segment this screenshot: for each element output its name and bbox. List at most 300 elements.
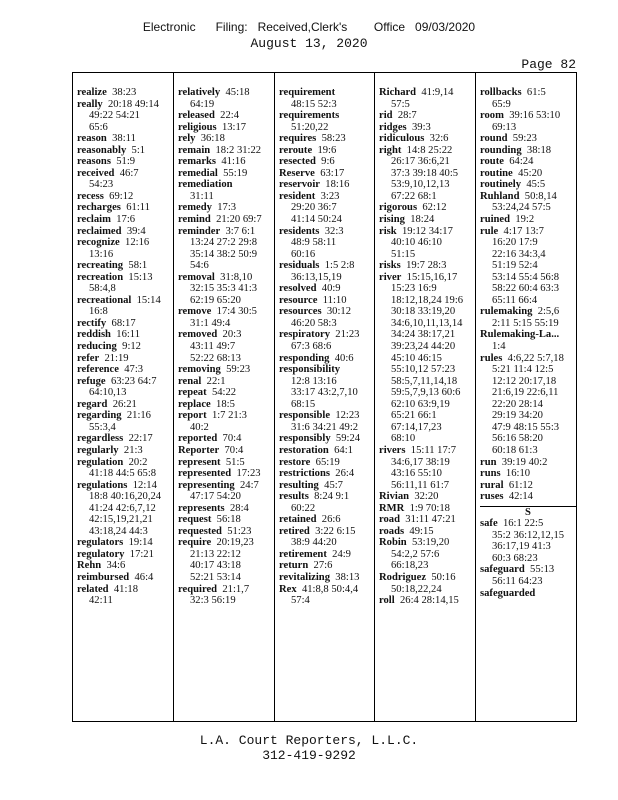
index-word: requires	[279, 133, 317, 145]
index-entry	[480, 110, 576, 122]
index-word: report	[178, 410, 207, 422]
index-entry	[379, 202, 473, 214]
index-column-3	[275, 73, 375, 721]
index-word: run	[480, 456, 497, 468]
index-entry	[480, 87, 576, 99]
page-line-refs: 68:17	[111, 317, 136, 329]
index-word: Rehn	[77, 560, 102, 572]
page-line-refs-continued: 65:11 66:4	[492, 294, 538, 306]
index-word: recreation	[77, 271, 124, 283]
index-word: recess	[77, 190, 104, 202]
index-entry	[178, 226, 272, 238]
index-entry	[480, 133, 576, 145]
page-line-refs: 61:12	[508, 479, 533, 491]
page-line-refs-continued: 60:22	[291, 502, 316, 514]
word-index-table	[72, 72, 577, 722]
page-line-refs: 59:23	[226, 364, 251, 376]
index-entry	[77, 572, 171, 584]
index-word: refer	[77, 352, 100, 364]
index-word: really	[77, 98, 103, 110]
page-line-refs-continued: 42:11	[89, 595, 113, 607]
page-line-refs-continued: 33:17 43:2,7,10	[291, 387, 358, 399]
page-line-refs: 49:15	[409, 525, 434, 537]
page-line-refs: 22:17	[128, 433, 153, 445]
page-line-refs: 61:11	[126, 202, 150, 214]
page-line-refs-continued: 36:17,19 41:3	[492, 541, 551, 553]
page-line-refs: 39:3	[411, 121, 431, 133]
index-entry	[178, 329, 272, 341]
index-entry	[77, 202, 171, 214]
index-entry	[77, 145, 171, 157]
page-line-refs-continued: 5:21 11:4 12:5	[492, 364, 554, 376]
reporter-phone: 312-419-9292	[262, 748, 356, 763]
page-line-refs-continued: 22:20 28:14	[492, 398, 543, 410]
page-line-refs: 12:16	[125, 237, 150, 249]
index-word: related	[77, 583, 109, 595]
index-entry	[480, 214, 576, 226]
index-word: requirement	[279, 87, 336, 98]
index-word: request	[178, 514, 212, 526]
index-word: renal	[178, 375, 202, 387]
index-word: Rodriguez	[379, 571, 427, 583]
index-entry	[379, 503, 473, 515]
index-entry	[178, 202, 272, 214]
page-line-refs-continued: 46:20 58:3	[291, 317, 337, 329]
index-entry	[77, 237, 171, 249]
index-word: residents	[279, 225, 320, 237]
page-line-refs: 51:23	[227, 525, 252, 537]
index-entry	[379, 537, 473, 549]
transcript-date: August 13, 2020	[250, 36, 368, 51]
page-line-refs-continued: 47:17 54:20	[190, 491, 241, 503]
index-word: remedial	[178, 167, 218, 179]
page-line-refs-continued: 50:18,22,24	[391, 583, 442, 595]
index-word: remedy	[178, 202, 212, 214]
index-entry	[379, 595, 473, 607]
index-entry	[480, 480, 576, 492]
page-line-refs-continued: 26:17 36:6,21	[391, 156, 450, 168]
index-word: Richard	[379, 87, 417, 98]
index-entry	[77, 353, 171, 365]
page-line-refs: 9:6	[321, 156, 335, 168]
section-letter: S	[525, 506, 531, 518]
index-entry	[178, 457, 272, 469]
index-word: ridiculous	[379, 133, 425, 145]
page-line-refs: 16:11	[116, 329, 141, 341]
index-word: rulemaking	[480, 306, 533, 318]
page-line-refs: 27:6	[313, 560, 333, 572]
index-word: rural	[480, 479, 504, 491]
index-word: resource	[279, 294, 318, 306]
page-line-refs: 3:22 6:15	[315, 525, 356, 537]
index-entry	[178, 272, 272, 284]
index-word: regardless	[77, 433, 124, 445]
page-line-refs: 21:19	[104, 352, 129, 364]
index-column-5	[476, 73, 578, 721]
index-entry	[480, 168, 576, 180]
index-word: ruined	[480, 214, 511, 226]
page-line-refs-continued: 41:24 42:6,7,12	[89, 502, 156, 514]
page-line-refs-continued: 52:21 53:14	[190, 571, 241, 583]
index-entry	[178, 387, 272, 399]
index-word: relatively	[178, 87, 221, 98]
page-line-refs: 31:8,10	[220, 271, 253, 283]
page-line-refs-continued: 1:4	[492, 341, 506, 353]
index-entry	[279, 433, 372, 445]
index-word: represented	[178, 468, 232, 480]
index-word: resources	[279, 306, 322, 318]
page-line-refs-continued: 22:16 34:3,4	[492, 248, 546, 260]
page-line-refs-continued: 12:12 20:17,18	[492, 375, 557, 387]
index-entry	[279, 549, 372, 561]
index-entry	[379, 272, 473, 284]
index-entry	[178, 503, 272, 515]
page-line-refs-continued: 68:15	[291, 398, 316, 410]
page-line-refs-continued: 32:15 35:3 41:3	[190, 283, 258, 295]
page-line-refs: 17:21	[129, 548, 154, 560]
page-line-refs: 17:23	[236, 468, 261, 480]
index-word: results	[279, 491, 309, 503]
index-entry	[379, 526, 473, 538]
page-line-refs: 55:19	[223, 167, 248, 179]
index-entry	[77, 168, 171, 180]
page-line-refs: 17:6	[116, 214, 136, 226]
page-line-refs-continued: 49:22 54:21	[89, 110, 140, 122]
index-entry	[279, 110, 372, 122]
index-entry	[178, 410, 272, 422]
index-entry	[279, 410, 372, 422]
page-line-refs: 50:16	[431, 571, 456, 583]
page-line-refs-continued: 57:4	[291, 595, 310, 607]
index-entry	[77, 272, 171, 284]
page-line-refs: 31:11 47:21	[405, 514, 456, 526]
page-line-refs-continued: 16:20 17:9	[492, 237, 538, 249]
page-line-refs-continued: 53:9,10,12,13	[391, 179, 450, 191]
page-line-refs: 1:5 2:8	[324, 260, 355, 272]
index-word: retirement	[279, 548, 327, 560]
page-line-refs: 38:13	[335, 571, 360, 583]
page-line-refs-continued: 69:13	[492, 121, 517, 133]
index-word: residuals	[279, 260, 320, 272]
page-line-refs-continued: 55:3,4	[89, 421, 116, 433]
page-line-refs-continued: 53:14 55:4 56:8	[492, 271, 560, 283]
page-line-refs: 53:19,20	[411, 537, 450, 549]
index-word: reclaim	[77, 214, 111, 226]
page-line-refs: 1:9 70:18	[409, 502, 450, 514]
index-entry	[480, 226, 576, 238]
index-entry	[279, 145, 372, 157]
page-line-refs-continued: 35:14 38:2 50:9	[190, 248, 258, 260]
index-entry	[279, 133, 372, 145]
page-line-refs: 42:14	[508, 491, 533, 503]
index-entry	[379, 491, 473, 503]
index-word: road	[379, 514, 400, 526]
index-word: rid	[379, 110, 393, 122]
page-line-refs: 51:9	[116, 156, 136, 168]
index-word: recharges	[77, 202, 121, 214]
index-word: retained	[279, 514, 317, 526]
index-word: resolved	[279, 283, 317, 295]
index-word: regard	[77, 398, 108, 410]
page-line-refs: 39:16 53:10	[509, 110, 561, 122]
index-column-1	[73, 73, 174, 721]
page-line-refs: 2:5,6	[537, 306, 560, 318]
page-line-refs-continued: 60:3 68:23	[492, 552, 538, 564]
page-line-refs: 26:6	[321, 514, 341, 526]
index-entry	[77, 549, 171, 561]
index-word: remediation	[178, 179, 233, 191]
page-line-refs: 20:2	[128, 456, 148, 468]
page-line-refs: 61:5	[526, 87, 546, 98]
page-line-refs-continued: 56:11 64:23	[492, 575, 543, 587]
page-line-refs-continued: 31:1 49:4	[190, 317, 231, 329]
index-word: received	[77, 167, 115, 179]
page-line-refs-continued: 58:22 60:4 63:3	[492, 283, 560, 295]
page-line-refs: 20:3	[222, 329, 242, 341]
page-line-refs-continued: 60:16	[291, 248, 316, 260]
index-word: safeguarded	[480, 587, 536, 599]
page-line-refs: 12:23	[335, 410, 360, 422]
index-word: roll	[379, 595, 395, 607]
page-line-refs: 15:13	[128, 271, 153, 283]
page-line-refs: 38:11	[112, 133, 136, 145]
index-word: replace	[178, 398, 211, 410]
page-line-refs: 46:7	[119, 167, 139, 179]
index-column-4	[375, 73, 476, 721]
index-word: reimbursed	[77, 571, 130, 583]
page-line-refs: 18:16	[325, 179, 350, 191]
page-line-refs: 1:7 21:3	[211, 410, 247, 422]
page-line-refs-continued: 34:6,10,11,13,14	[391, 317, 463, 329]
page-line-refs: 51:5	[225, 456, 245, 468]
page-line-refs: 16:10	[505, 468, 531, 480]
index-word: reddish	[77, 329, 111, 341]
index-entry	[279, 468, 372, 480]
page-line-refs-continued: 12:8 13:16	[291, 375, 337, 387]
page-line-refs-continued: 51:19 52:4	[492, 260, 538, 272]
page-line-refs: 45:7	[324, 479, 343, 491]
index-entry	[279, 295, 372, 307]
index-word: regulatory	[77, 548, 125, 560]
page-line-refs-continued: 65:21 66:1	[391, 410, 437, 422]
index-word: responsible	[279, 410, 331, 422]
page-line-refs: 17:4 30:5	[216, 306, 257, 318]
index-word: safe	[480, 518, 498, 530]
page-line-refs: 70:4	[224, 444, 244, 456]
page-line-refs: 18:24	[410, 214, 435, 226]
index-word: represent	[178, 456, 221, 468]
page-line-refs: 12:14	[132, 479, 157, 491]
page-line-refs-continued: 29:20 36:7	[291, 202, 337, 214]
page-line-refs: 45:5	[526, 179, 546, 191]
index-entry	[178, 179, 272, 191]
index-entry	[178, 376, 272, 388]
index-entry	[77, 214, 171, 226]
index-word: required	[178, 583, 218, 595]
index-entry	[77, 156, 171, 168]
page-line-refs: 62:12	[422, 202, 447, 214]
page-line-refs-continued: 34:6,17 38:19	[391, 456, 450, 468]
index-entry	[178, 145, 272, 157]
page-line-refs-continued: 62:19 65:20	[190, 294, 241, 306]
index-word: ridges	[379, 121, 407, 133]
index-word: rising	[379, 214, 405, 226]
page-line-refs: 41:18	[113, 583, 139, 595]
page-line-refs-continued: 31:6 34:21 49:2	[291, 421, 359, 433]
index-entry	[77, 399, 171, 411]
page-line-refs: 64:24	[509, 156, 534, 168]
index-word: regulators	[77, 537, 124, 549]
page-line-refs: 21:3	[123, 444, 143, 456]
index-entry	[279, 191, 372, 203]
index-word: risk	[379, 225, 397, 237]
page-line-refs-continued: 58:5,7,11,14,18	[391, 375, 458, 387]
index-word: refuge	[77, 375, 106, 387]
index-entry	[279, 457, 372, 469]
index-entry	[178, 526, 272, 538]
index-word: recreating	[77, 260, 124, 272]
index-word: respiratory	[279, 329, 330, 341]
index-word: rollbacks	[480, 87, 522, 98]
index-word: Reserve	[279, 167, 315, 179]
index-entry	[178, 306, 272, 318]
page-line-refs-continued: 67:3 68:6	[291, 341, 332, 353]
index-entry	[279, 87, 372, 99]
index-word: released	[178, 110, 215, 122]
page-line-refs: 13:17	[221, 121, 247, 133]
page-line-refs-continued: 60:18 61:3	[492, 444, 538, 456]
index-word: remain	[178, 144, 211, 156]
page-line-refs: 19:2	[515, 214, 535, 226]
index-word: regarding	[77, 410, 122, 422]
index-word: reclaimed	[77, 225, 122, 237]
index-word: rely	[178, 133, 196, 145]
page-line-refs-continued: 68:10	[391, 433, 416, 445]
page-line-refs-continued: 51:20,22	[291, 121, 329, 133]
index-word: rule	[480, 225, 499, 237]
page-line-refs-continued: 41:18 44:5 65:8	[89, 468, 157, 480]
page-line-refs: 15:15,16,17	[406, 271, 458, 283]
index-entry	[480, 564, 576, 576]
index-entry	[379, 145, 473, 157]
page-line-refs: 63:23 64:7	[110, 375, 157, 387]
index-entry	[279, 329, 372, 341]
index-entry	[77, 445, 171, 457]
index-entry	[178, 468, 272, 480]
index-entry	[279, 226, 372, 238]
page-line-refs-continued: 15:23 16:9	[391, 283, 437, 295]
page-line-refs-continued: 48:15 52:3	[291, 98, 337, 110]
index-entry	[379, 214, 473, 226]
index-entry	[480, 468, 576, 480]
page-line-refs: 34:6	[106, 560, 126, 572]
index-word: retired	[279, 525, 310, 537]
index-word: reported	[178, 433, 218, 445]
page-line-refs: 58:1	[128, 260, 148, 272]
page-line-refs: 24:9	[332, 548, 351, 560]
page-line-refs-continued: 48:9 58:11	[291, 237, 337, 249]
page-line-refs-continued: 65:9	[492, 98, 511, 110]
index-word: responding	[279, 352, 330, 364]
index-entry	[379, 226, 473, 238]
index-entry	[77, 410, 171, 422]
page-line-refs: 59:23	[512, 133, 537, 145]
page-line-refs-continued: 18:12,18,24 19:6	[391, 294, 464, 306]
index-entry	[178, 122, 272, 134]
page-line-refs: 24:7	[240, 479, 259, 491]
index-word: resident	[279, 190, 316, 202]
index-entry	[279, 526, 372, 538]
index-entry	[480, 306, 576, 318]
index-entry	[480, 145, 576, 157]
index-entry	[77, 99, 171, 111]
index-entry	[77, 318, 171, 330]
page-line-refs-continued: 39:23,24 44:20	[391, 341, 456, 353]
index-entry	[480, 518, 576, 530]
page-line-refs: 18:5	[216, 398, 235, 410]
index-entry	[77, 341, 171, 353]
index-word: roads	[379, 525, 405, 537]
index-entry	[480, 329, 576, 341]
index-entry	[77, 191, 171, 203]
page-line-refs-continued: 52:22 68:13	[190, 352, 241, 364]
index-entry	[279, 480, 372, 492]
index-entry	[178, 584, 272, 596]
page-line-refs: 21:1,7	[222, 583, 250, 595]
index-word: reducing	[77, 341, 117, 353]
page-line-refs: 20:19,23	[216, 537, 254, 549]
index-entry	[77, 329, 171, 341]
page-line-refs: 18:2 31:22	[215, 144, 262, 156]
index-entry	[178, 445, 272, 457]
page-line-refs-continued: 13:16	[89, 248, 114, 260]
index-word: resulting	[279, 479, 319, 491]
page-line-refs-continued: 37:3 39:18 40:5	[391, 167, 459, 179]
page-line-refs-continued: 64:19	[190, 98, 215, 110]
page-line-refs-continued: 40:10 46:10	[391, 237, 442, 249]
index-column-2	[174, 73, 275, 721]
page-line-refs-continued: 21:6,19 22:6,11	[492, 387, 559, 399]
page-line-refs: 16:1 22:5	[502, 518, 544, 530]
index-entry	[77, 364, 171, 376]
page-line-refs: 46:4	[134, 571, 154, 583]
index-entry	[379, 110, 473, 122]
index-entry	[379, 122, 473, 134]
index-entry	[279, 306, 372, 318]
index-word: reroute	[279, 144, 313, 156]
index-entry	[379, 260, 473, 272]
page-line-refs: 19:12 34:17	[401, 225, 453, 237]
index-entry	[77, 260, 171, 272]
index-entry	[480, 179, 576, 191]
index-word: routinely	[480, 179, 522, 191]
index-word: ruses	[480, 491, 504, 503]
index-word: regulations	[77, 479, 128, 491]
page-line-refs-continued: 59:5,7,9,13 60:6	[391, 387, 461, 399]
index-entry	[77, 537, 171, 549]
index-entry	[77, 480, 171, 492]
page-line-refs: 21:23	[335, 329, 360, 341]
page-line-refs: 22:1	[206, 375, 226, 387]
index-word: reasonably	[77, 144, 127, 156]
index-entry	[279, 353, 372, 365]
page-line-refs-continued: 55:10,12 57:23	[391, 364, 456, 376]
filing-header: Electronic Filing: Received,Clerk's Office 09/03/2020	[142, 20, 476, 34]
page-line-refs: 38:23	[112, 87, 137, 98]
page-line-refs: 41:8,8 50:4,4	[301, 583, 359, 595]
page-line-refs: 19:14	[128, 537, 153, 549]
page-line-refs-continued: 13:24 27:2 29:8	[190, 237, 258, 249]
